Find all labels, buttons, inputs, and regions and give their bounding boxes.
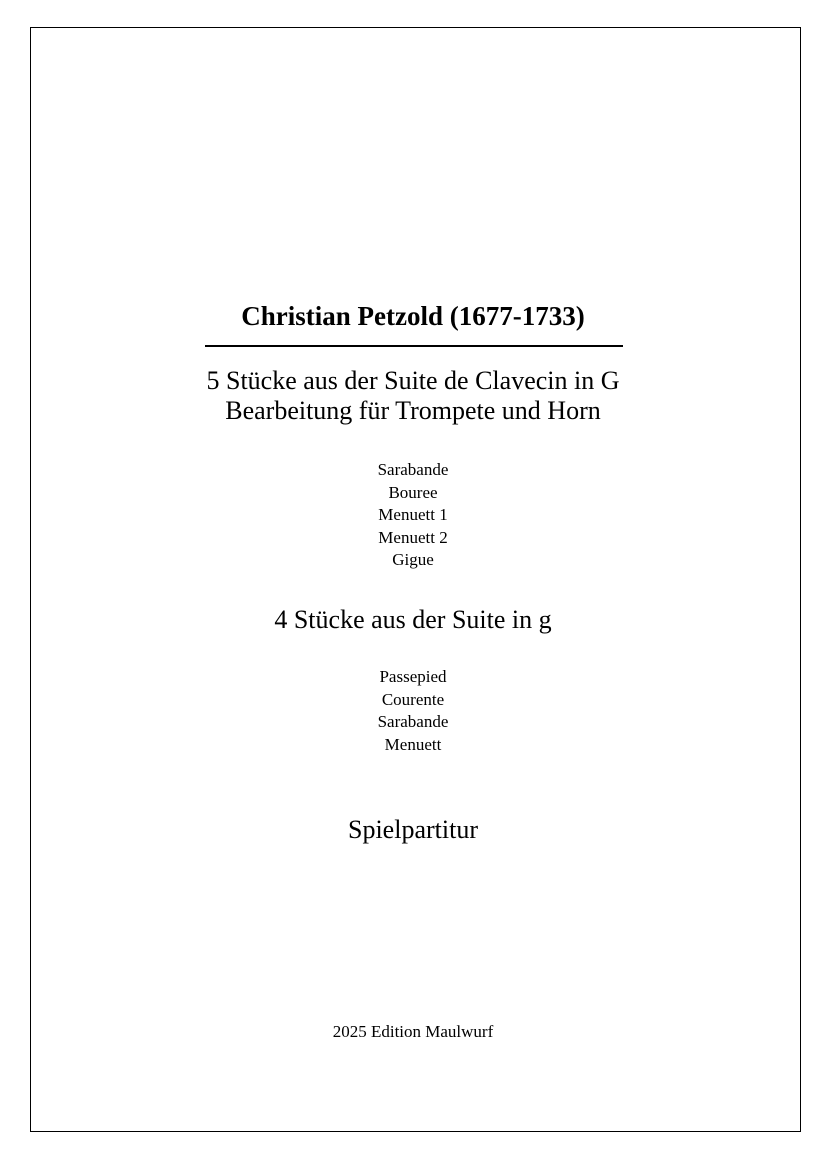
list-item: Sarabande [377, 712, 449, 731]
subtitle-line-2: Bearbeitung für Trompete und Horn [225, 396, 601, 425]
suite2-heading: 4 Stücke aus der Suite in g [274, 605, 552, 634]
suite2-piece-list [0, 666, 826, 756]
list-item: Passepied [379, 667, 447, 686]
edition-type-label: Spielpartitur [348, 815, 478, 844]
suite1-piece-list [0, 459, 826, 572]
list-item: Menuett [384, 734, 442, 754]
list-item: Gigue [392, 550, 434, 569]
composer-heading: Christian Petzold (1677-1733) [241, 301, 585, 331]
list-item: Courente [381, 689, 445, 709]
list-item: Sarabande [377, 460, 449, 479]
page-border [30, 27, 801, 1132]
list-item: Menuett 2 [378, 527, 448, 547]
list-item: Menuett 1 [378, 505, 448, 524]
list-item: Bouree [388, 482, 438, 502]
subtitle-block [0, 366, 826, 426]
publisher-footer: 2025 Edition Maulwurf [332, 1022, 494, 1041]
title-underline [205, 345, 623, 347]
subtitle-line-1: 5 Stücke aus der Suite de Clavecin in G [206, 366, 620, 395]
